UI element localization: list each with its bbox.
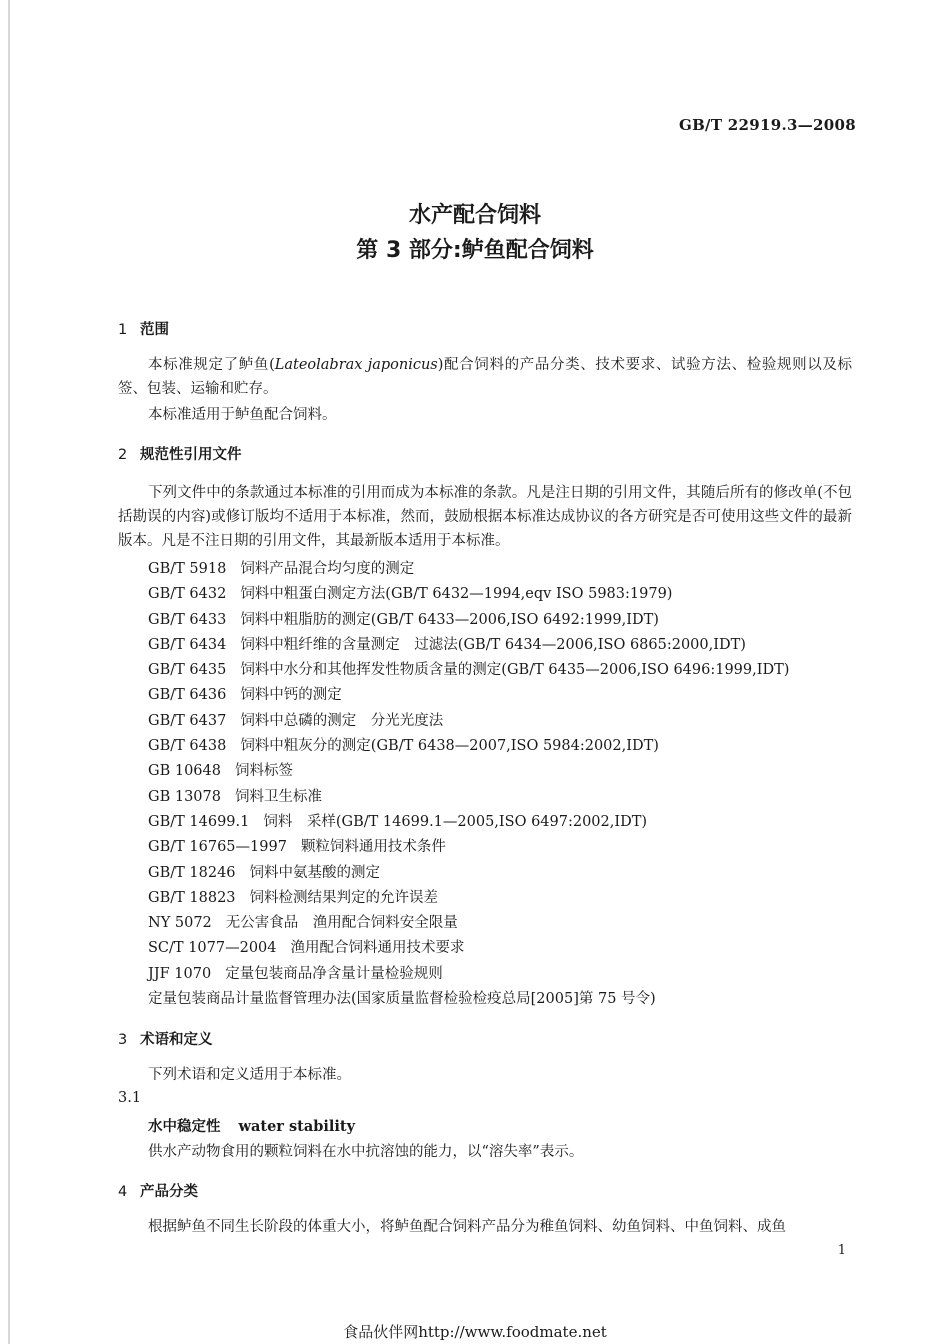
reference-code: GB/T 14699.1 — [148, 813, 250, 830]
reference-title: 饲料中氨基酸的测定 — [249, 864, 381, 881]
reference-item — [148, 608, 789, 633]
reference-title: 饲料标签 — [234, 763, 293, 780]
reference-title: 饲料检测结果判定的允许误差 — [249, 889, 439, 906]
reference-code: JJF 1070 — [148, 965, 212, 982]
reference-title: 饲料中总磷的测定 分光光度法 — [240, 712, 444, 729]
section-4-heading — [118, 1180, 198, 1201]
reference-title: 饲料中粗灰分的测定(GB/T 6438—2007,ISO 5984:2002,IDT) — [240, 738, 659, 755]
reference-title: 饲料中钙的测定 — [240, 687, 342, 704]
reference-item — [148, 709, 789, 734]
product-classification-text: 根据鲈鱼不同生长阶段的体重大小，将鲈鱼配合饲料产品分为稚鱼饲料、幼鱼饲料、中鱼饲料、成鱼 — [148, 1219, 786, 1235]
reference-item — [148, 759, 789, 784]
reference-code: NY 5072 — [148, 915, 212, 932]
reference-code: GB 13078 — [148, 788, 221, 805]
reference-code: GB/T 18823 — [148, 889, 236, 906]
reference-code: GB 10648 — [148, 763, 221, 780]
subsection-number: 3.1 — [118, 1090, 142, 1106]
reference-code: SC/T 1077—2004 — [148, 940, 277, 957]
section-title: 范围 — [140, 322, 169, 338]
section-title: 产品分类 — [140, 1184, 198, 1200]
reference-code: GB/T 6435 — [148, 662, 227, 679]
reference-code: GB/T 6438 — [148, 738, 227, 755]
normative-references-intro: 下列文件中的条款通过本标准的引用而成为本标准的条款。凡是注日期的引用文件，其随后所有的修改单(不包括勘误的内容)或修订版均不适用于本标准，然而，鼓励根据本标准达成协议的各方研究是否可使用这些文件的最新版本。凡是不注日期的引用文件，其最新版本适用于本标准。 — [118, 485, 852, 549]
section-number: 1 — [118, 322, 128, 338]
scope-applicability: 本标准适用于鲈鱼配合饲料。 — [148, 407, 337, 423]
term-english: water stability — [238, 1118, 356, 1135]
section-1-heading — [118, 318, 169, 339]
reference-title: 饲料中粗脂肪的测定(GB/T 6433—2006,ISO 6492:1999,IDT) — [240, 611, 659, 628]
section-3-heading — [118, 1028, 213, 1049]
reference-title: 饲料卫生标准 — [234, 788, 322, 805]
reference-item — [148, 835, 789, 860]
section-title: 规范性引用文件 — [140, 447, 242, 463]
reference-item — [148, 658, 789, 683]
reference-title: 无公害食品 渔用配合饲料安全限量 — [225, 915, 458, 932]
reference-code: GB/T 18246 — [148, 864, 236, 881]
terms-intro: 下列术语和定义适用于本标准。 — [148, 1067, 351, 1083]
section-number: 2 — [118, 447, 128, 463]
term-chinese: 水中稳定性 — [148, 1118, 221, 1135]
reference-title: 饲料中粗蛋白测定方法(GB/T 6432—1994,eqv ISO 5983:1979) — [240, 586, 673, 603]
reference-title: 渔用配合饲料通用技术要求 — [290, 940, 465, 957]
reference-title: 定量包装商品计量监督管理办法(国家质量监督检验检疫总局[2005]第 75 号令) — [148, 991, 656, 1008]
document-title: 水产配合饲料 — [408, 203, 541, 228]
reference-title: 饲料 采样(GB/T 14699.1—2005,ISO 6497:2002,IDT) — [263, 813, 648, 830]
reference-item — [148, 911, 789, 936]
reference-item — [148, 683, 789, 708]
reference-item — [148, 582, 789, 607]
reference-item — [148, 987, 789, 1012]
standard-code: GB/T 22919.3—2008 — [678, 116, 856, 134]
text-fragment: 本标准规定了鲈鱼( — [148, 357, 275, 373]
section-number: 4 — [118, 1184, 128, 1200]
reference-item — [148, 861, 789, 886]
page-number: 1 — [837, 1243, 846, 1258]
term-definition: 供水产动物食用的颗粒饲料在水中抗溶蚀的能力，以“溶失率”表示。 — [148, 1144, 584, 1160]
species-name: Lateolabrax japonicus — [274, 357, 438, 373]
reference-title: 颗粒饲料通用技术条件 — [300, 839, 446, 856]
reference-list — [148, 557, 789, 1012]
footer-watermark: 食品伙伴网http://www.foodmate.net — [343, 1323, 607, 1341]
reference-code: GB/T 6437 — [148, 712, 227, 729]
section-title: 术语和定义 — [140, 1032, 213, 1048]
reference-item — [148, 633, 789, 658]
section-2-heading — [118, 443, 242, 464]
document-subtitle: 第 3 部分:鲈鱼配合饲料 — [356, 238, 594, 263]
reference-code: GB/T 6436 — [148, 687, 227, 704]
reference-code: GB/T 6432 — [148, 586, 227, 603]
reference-item — [148, 810, 789, 835]
reference-code: GB/T 6434 — [148, 636, 227, 653]
reference-item — [148, 936, 789, 961]
reference-item — [148, 557, 789, 582]
reference-code: GB/T 16765—1997 — [148, 839, 287, 856]
reference-item — [148, 734, 789, 759]
scope-paragraph — [118, 353, 852, 401]
reference-code: GB/T 5918 — [148, 561, 227, 577]
reference-item — [148, 886, 789, 911]
text-fragment: )配合饲料的产品分类、技术要求、试验方法、检验规则以及标签、包装、运输和贮存。 — [118, 357, 853, 397]
reference-item — [148, 962, 789, 987]
reference-title: 饲料产品混合均匀度的测定 — [240, 561, 415, 577]
term-entry — [148, 1115, 355, 1136]
reference-title: 饲料中粗纤维的含量测定 过滤法(GB/T 6434—2006,ISO 6865:2000,IDT) — [240, 636, 746, 653]
reference-item — [148, 785, 789, 810]
reference-title: 定量包装商品净含量计量检验规则 — [225, 965, 443, 982]
reference-code: GB/T 6433 — [148, 611, 227, 628]
section-number: 3 — [118, 1032, 128, 1048]
reference-title: 饲料中水分和其他挥发性物质含量的测定(GB/T 6435—2006,ISO 6496:1999,IDT) — [240, 662, 790, 679]
